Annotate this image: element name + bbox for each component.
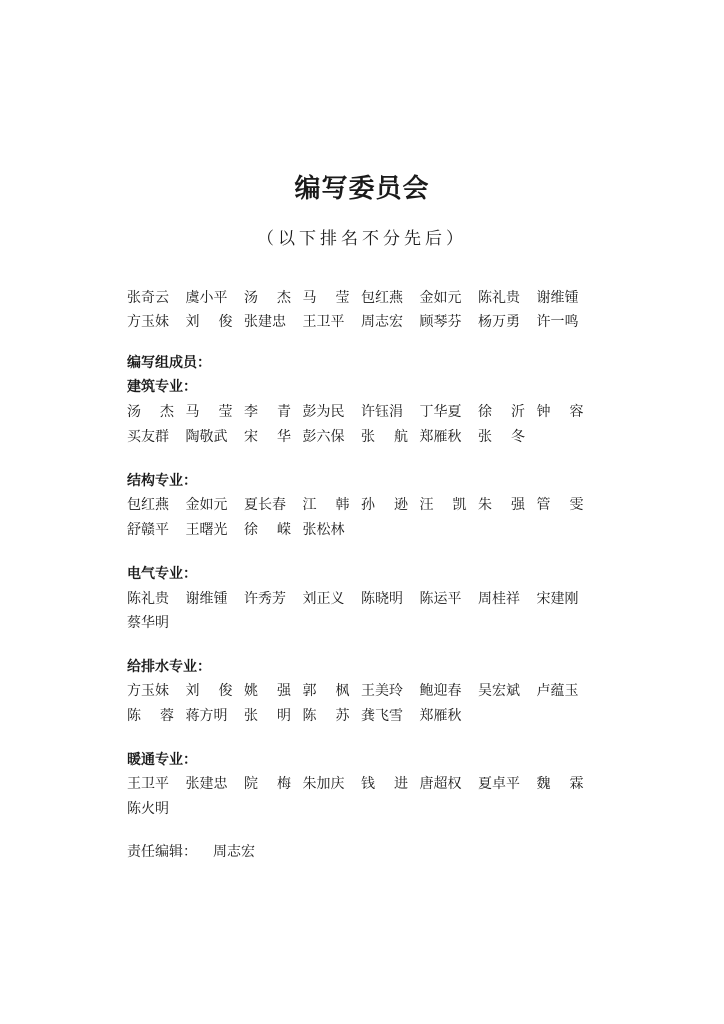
- person-name: 陈礼贵: [127, 591, 169, 607]
- person-name: 谢维锺: [185, 591, 228, 607]
- person-name: 包红燕: [361, 290, 403, 306]
- person-name: 金如元: [185, 497, 228, 513]
- section-row: [127, 494, 597, 516]
- person-name: 朱 强: [478, 497, 525, 513]
- person-name: 周志宏: [361, 314, 403, 330]
- person-name: 鲍迎春: [419, 683, 462, 699]
- person-name: 张 冬: [478, 429, 525, 445]
- person-name: 徐 嵘: [244, 522, 291, 538]
- person-name: 刘 俊: [185, 314, 233, 330]
- group-heading: 编写组成员：: [127, 355, 211, 371]
- person-name: 吴宏斌: [478, 683, 520, 699]
- section-row: [127, 705, 597, 727]
- person-name: 宋 华: [244, 429, 291, 445]
- person-name: 蔡华明: [127, 615, 169, 631]
- person-name: 许钰涓: [361, 404, 403, 420]
- person-name: 陈运平: [419, 591, 462, 607]
- person-name: 钱 进: [361, 776, 408, 792]
- person-name: 张 明: [244, 708, 291, 724]
- person-name: 卢蕴玉: [536, 683, 579, 699]
- person-name: 陈礼贵: [478, 290, 520, 306]
- person-name: 王卫平: [302, 314, 345, 330]
- person-name: 王曙光: [185, 522, 228, 538]
- person-name: 谢维锺: [536, 290, 579, 306]
- section-row: [127, 401, 597, 423]
- person-name: 汤 杰: [127, 404, 174, 420]
- person-name: 朱加庆: [302, 776, 345, 792]
- person-name: 许秀芳: [244, 591, 286, 607]
- person-name: 魏 霖: [536, 776, 584, 792]
- person-name: 虞小平: [185, 290, 228, 306]
- person-name: 陈 苏: [302, 708, 350, 724]
- person-name: 方玉妹: [127, 683, 169, 699]
- person-name: 马 莹: [185, 404, 233, 420]
- section-row: [127, 588, 597, 610]
- person-name: 周桂祥: [478, 591, 520, 607]
- person-name: 张松林: [302, 522, 345, 538]
- editor-name: 周志宏: [213, 844, 255, 860]
- person-name: 孙 逊: [361, 497, 408, 513]
- person-name: 彭为民: [302, 404, 345, 420]
- person-name: 汪 凯: [419, 497, 467, 513]
- person-name: 郭 枫: [302, 683, 350, 699]
- person-name: 陈晓明: [361, 591, 403, 607]
- person-name: 刘 俊: [185, 683, 233, 699]
- section-row: [127, 612, 597, 634]
- section-row: [127, 798, 597, 820]
- person-name: 夏长春: [244, 497, 286, 513]
- person-name: 丁华夏: [419, 404, 462, 420]
- person-name: 宋建刚: [536, 591, 579, 607]
- person-name: 江 韩: [302, 497, 350, 513]
- person-name: 许一鸣: [536, 314, 579, 330]
- person-name: 彭六保: [302, 429, 345, 445]
- responsible-editor: [127, 841, 255, 863]
- section-row: [127, 426, 597, 448]
- person-name: 夏卓平: [478, 776, 520, 792]
- committee-row: [127, 311, 597, 333]
- section-row: [127, 680, 597, 702]
- person-name: 方玉妹: [127, 314, 169, 330]
- person-name: 徐 沂: [478, 404, 525, 420]
- editor-label: 责任编辑：: [127, 844, 197, 860]
- person-name: 蒋方明: [185, 708, 228, 724]
- person-name: 院 梅: [244, 776, 291, 792]
- person-name: 唐超权: [419, 776, 462, 792]
- person-name: 张建忠: [244, 314, 286, 330]
- person-name: 杨万勇: [478, 314, 520, 330]
- person-name: 钟 容: [536, 404, 584, 420]
- committee-row: [127, 287, 597, 309]
- person-name: 郑雁秋: [419, 429, 462, 445]
- person-name: 姚 强: [244, 683, 291, 699]
- person-name: 刘正义: [302, 591, 345, 607]
- person-name: 陈火明: [127, 801, 169, 817]
- person-name: 王卫平: [127, 776, 169, 792]
- person-name: 管 雯: [536, 497, 584, 513]
- person-name: 包红燕: [127, 497, 169, 513]
- person-name: 汤 杰: [244, 290, 291, 306]
- person-name: 郑雁秋: [419, 708, 462, 724]
- page-subtitle: （以下排名不分先后）: [257, 229, 467, 249]
- page-title: 编写委员会: [294, 174, 430, 204]
- section-heading: 建筑专业：: [127, 379, 197, 395]
- person-name: 马 莹: [302, 290, 350, 306]
- section-row: [127, 519, 597, 541]
- person-name: 买友群: [127, 429, 169, 445]
- section-heading: 电气专业：: [127, 566, 197, 582]
- person-name: 张建忠: [185, 776, 228, 792]
- section-row: [127, 773, 597, 795]
- person-name: 张奇云: [127, 290, 169, 306]
- section-heading: 暖通专业：: [127, 752, 197, 768]
- section-heading: 给排水专业：: [127, 659, 211, 675]
- person-name: 顾琴芬: [419, 314, 462, 330]
- person-name: 陶敬武: [185, 429, 228, 445]
- person-name: 舒赣平: [127, 522, 169, 538]
- person-name: 李 青: [244, 404, 291, 420]
- person-name: 龚飞雪: [361, 708, 403, 724]
- person-name: 张 航: [361, 429, 408, 445]
- person-name: 王美玲: [361, 683, 403, 699]
- person-name: 金如元: [419, 290, 462, 306]
- person-name: 陈 蓉: [127, 708, 174, 724]
- section-heading: 结构专业：: [127, 473, 197, 489]
